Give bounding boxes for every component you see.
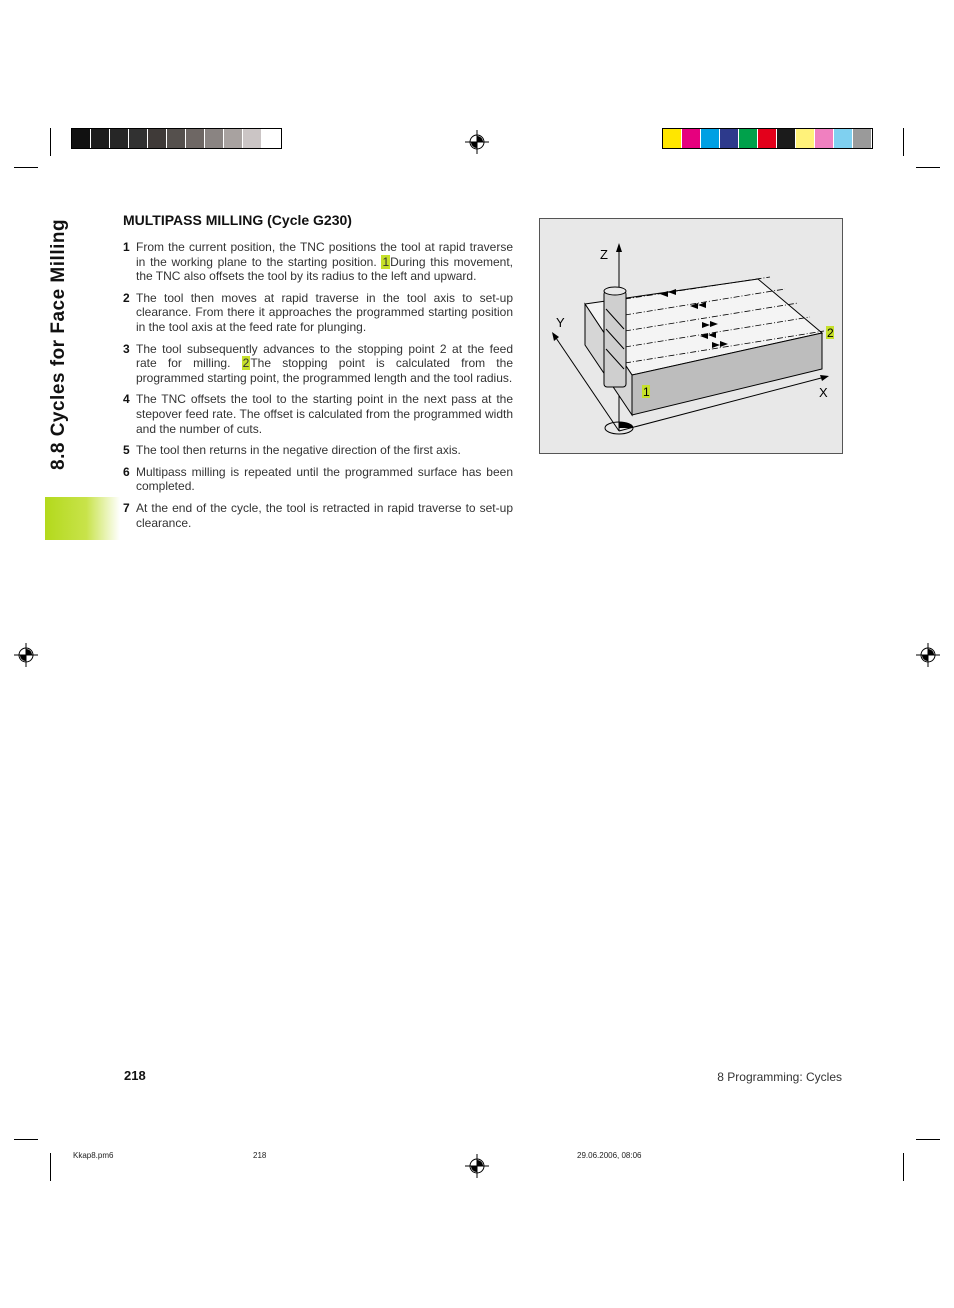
color-swatch (243, 129, 262, 148)
color-swatch (834, 129, 853, 148)
crop-mark (916, 1139, 940, 1140)
color-swatch (148, 129, 167, 148)
section-tab (45, 497, 120, 540)
list-item (123, 501, 513, 530)
crop-mark (903, 1153, 904, 1181)
point-1-label: 1 (643, 385, 650, 399)
step-number: 6 (123, 464, 130, 479)
color-swatch (224, 129, 243, 148)
crop-mark (903, 128, 904, 156)
color-swatch (796, 129, 815, 148)
color-swatch (682, 129, 701, 148)
chapter-footer: 8 Programming: Cycles (717, 1070, 842, 1084)
color-swatch (110, 129, 129, 148)
color-swatch (777, 129, 796, 148)
color-swatch (129, 129, 148, 148)
step-text: Multipass milling is repeated until the programmed surface has been completed. (136, 464, 513, 494)
step-text: The tool then returns in the negative direction of the first axis. (136, 443, 461, 458)
color-swatch (701, 129, 720, 148)
color-swatch (91, 129, 110, 148)
point-2-label: 2 (827, 326, 834, 340)
color-swatch (186, 129, 205, 148)
registration-mark-icon (916, 643, 940, 667)
color-swatch (167, 129, 186, 148)
step-number: 2 (123, 290, 130, 305)
color-swatch (815, 129, 834, 148)
registration-mark-icon (465, 1154, 489, 1178)
color-swatch (663, 129, 682, 148)
color-swatch (739, 129, 758, 148)
color-swatch (758, 129, 777, 148)
milling-illustration (540, 219, 842, 453)
point-marker: 1 (382, 254, 390, 269)
list-item (123, 240, 513, 284)
list-item (123, 465, 513, 494)
y-axis-label: Y (556, 315, 565, 330)
x-axis-label: X (819, 385, 828, 400)
grayscale-bar (71, 128, 282, 149)
step-number: 4 (123, 392, 130, 407)
crop-mark (50, 1153, 51, 1181)
list-item (123, 291, 513, 335)
section-heading: MULTIPASS MILLING (Cycle G230) (123, 212, 352, 228)
print-page-number: 218 (253, 1151, 267, 1160)
milling-diagram (539, 218, 843, 454)
color-swatch (72, 129, 91, 148)
list-item (123, 342, 513, 386)
step-text: The TNC offsets the tool to the starting point in the next pass at the stepover feed rate. The offset is calculated from the programmed width and the number of cuts. (136, 392, 513, 436)
step-text: The tool then moves at rapid traverse in the tool axis to set-up clearance. From there it approaches the programmed starting position in the tool axis at the feed rate for plunging. (136, 290, 513, 334)
crop-mark (14, 1139, 38, 1140)
color-swatch (720, 129, 739, 148)
step-number: 3 (123, 341, 130, 356)
step-text: At the end of the cycle, the tool is retracted in rapid traverse to set-up clearance. (136, 500, 513, 530)
page-number: 218 (124, 1068, 146, 1083)
z-axis-label: Z (600, 247, 608, 262)
step-text: From the current position, the TNC positions the tool at rapid traverse in the working plane to the starting position. 1During this movement, the TNC also offsets the tool by its radius to the left and upward. (136, 240, 514, 284)
color-swatch (262, 129, 281, 148)
color-swatch (205, 129, 224, 148)
crop-mark (916, 167, 940, 168)
step-number: 5 (123, 443, 130, 458)
registration-mark-icon (465, 130, 489, 154)
point-marker: 2 (242, 356, 250, 371)
step-number: 1 (123, 240, 130, 254)
step-text: The tool subsequently advances to the stopping point 2 at the feed rate for milling. 2The stopping point is calculated from the programmed starting point, the programmed length and the tool radius. (136, 341, 513, 385)
side-section-title: 8.8 Cycles for Face Milling (48, 218, 69, 470)
color-swatch (853, 129, 872, 148)
registration-mark-icon (14, 643, 38, 667)
crop-mark (14, 167, 38, 168)
list-item (123, 443, 513, 458)
step-list (123, 240, 513, 537)
crop-mark (50, 128, 51, 156)
color-bar (662, 128, 873, 149)
print-file-name: Kkap8.pm6 (73, 1151, 114, 1160)
step-number: 7 (123, 500, 130, 515)
list-item (123, 392, 513, 436)
print-timestamp: 29.06.2006, 08:06 (577, 1151, 642, 1160)
